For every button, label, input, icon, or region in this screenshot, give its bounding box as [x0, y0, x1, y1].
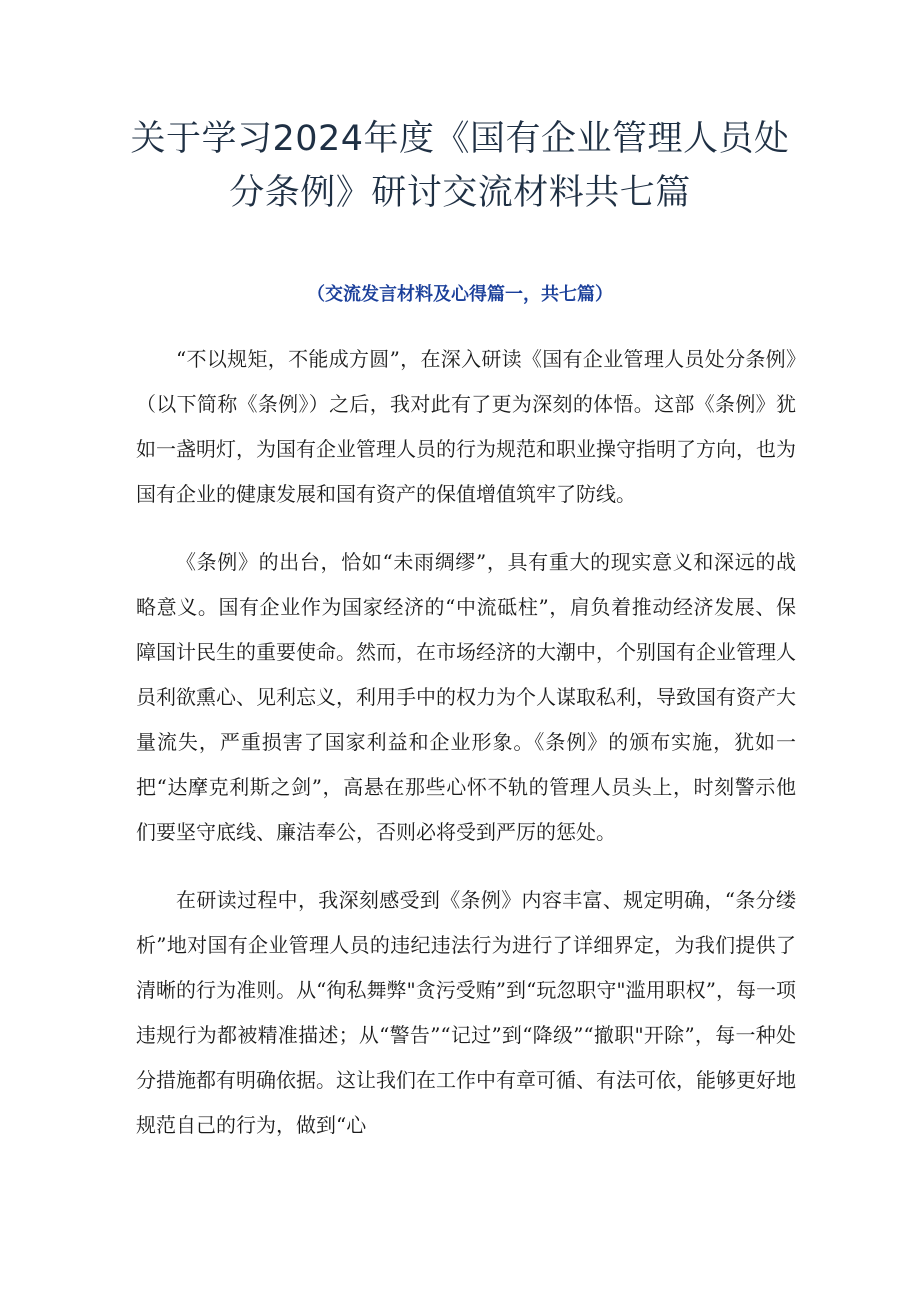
paragraph-3: 在研读过程中，我深刻感受到《条例》内容丰富、规定明确，“条分缕析”地对国有企业管理人员的违纪违法行为进行了详细界定，为我们提供了清晰的行为准则。从“徇私舞弊"贪污受贿”到“玩忽职守"滥用职权”，每一项违规行为都被精准描述；从“警告”“记过”到“降级”“撤职"开除”，每一种处分措施都有明确依据。这让我们在工作中有章可循、有法可依，能够更好地规范自己的行为，做到“心: [136, 888, 796, 1137]
document-subtitle: （交流发言材料及心得篇一，共七篇）: [307, 284, 613, 305]
paragraph-1: “不以规矩，不能成方圆”，在深入研读《国有企业管理人员处分条例》（以下简称《条例》）之后，我对此有了更为深刻的体悟。这部《条例》犹如一盏明灯，为国有企业管理人员的行为规范和职业操守指明了方向，也为国有企业的健康发展和国有资产的保值增值筑牢了防线。: [136, 347, 796, 506]
document-title: 关于学习2024年度《国有企业管理人员处分条例》研讨交流材料共七篇: [130, 119, 790, 213]
paragraph-2: 《条例》的出台，恰如“未雨绸缪”，具有重大的现实意义和深远的战略意义。国有企业作为国家经济的“中流砥柱”，肩负着推动经济发展、保障国计民生的重要使命。然而，在市场经济的大潮中，个别国有企业管理人员利欲熏心、见利忘义，利用手中的权力为个人谋取私利，导致国有资产大量流失，严重损害了国家利益和企业形象。《条例》的颁布实施，犹如一把“达摩克利斯之剑”，高悬在那些心怀不轨的管理人员头上，时刻警示他们要坚守底线、廉洁奉公，否则必将受到严厉的惩处。: [136, 550, 796, 844]
document-body: [136, 337, 796, 1171]
